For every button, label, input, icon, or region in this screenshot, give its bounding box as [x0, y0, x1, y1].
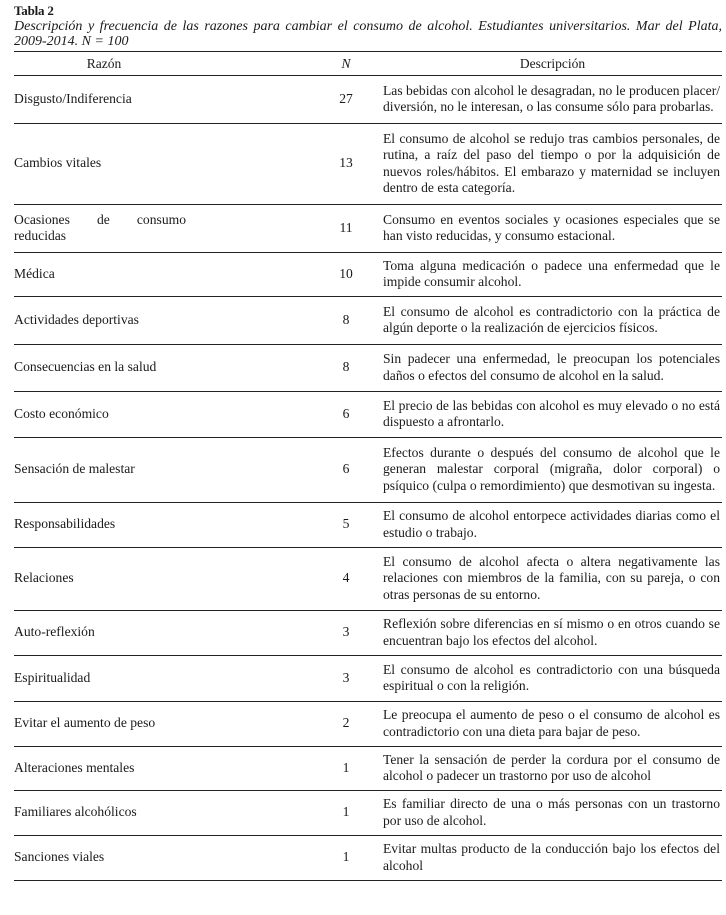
- reason-cell: Sanciones viales: [14, 836, 194, 881]
- n-cell: 2: [309, 702, 383, 747]
- table-row: [14, 702, 722, 747]
- reason-cell: Disgusto/Indiferencia: [14, 76, 194, 124]
- description-cell: Efectos durante o después del consumo de alcohol que le generan malestar corporal (migraña, dolor corporal) o psíquico (culpa o remordimiento) que desmotivan su ingesta.: [383, 438, 722, 503]
- header-description: Descripción: [383, 52, 722, 76]
- reason-cell: Responsabilidades: [14, 503, 194, 548]
- table-row: [14, 503, 722, 548]
- description-cell: Las bebidas con alcohol le desagradan, no le producen placer/ diversión, no le interesan, o las consume sólo para probarlas.: [383, 76, 722, 124]
- table-row: [14, 124, 722, 205]
- n-cell: 5: [309, 503, 383, 548]
- table-row: [14, 656, 722, 702]
- reason-cell: Evitar el aumento de peso: [14, 702, 194, 747]
- description-cell: El precio de las bebidas con alcohol es muy elevado o no está dispuesto a afrontarlo.: [383, 392, 722, 438]
- table-body: [14, 76, 722, 881]
- table-container: [14, 2, 722, 881]
- table-row: [14, 205, 722, 253]
- table-row: [14, 253, 722, 297]
- header-n: N: [309, 52, 383, 76]
- description-cell: El consumo de alcohol entorpece actividades diarias como el estudio o trabajo.: [383, 503, 722, 548]
- n-cell: 8: [309, 297, 383, 345]
- description-cell: Consumo en eventos sociales y ocasiones especiales que se han visto reducidas, y consumo estacional.: [383, 205, 722, 253]
- description-cell: El consumo de alcohol es contradictorio con la práctica de algún deporte o la realización de ejercicios físicos.: [383, 297, 722, 345]
- reasons-table: [14, 51, 722, 881]
- table-row: [14, 392, 722, 438]
- table-row: [14, 791, 722, 836]
- reason-cell: Consecuencias en la salud: [14, 345, 194, 392]
- description-cell: Toma alguna medicación o padece una enfermedad que le impide consumir alcohol.: [383, 253, 722, 297]
- table-caption: Descripción y frecuencia de las razones para cambiar el consumo de alcohol. Estudiantes universitarios. Mar del Plata, 2009-2014. N = 100: [14, 19, 722, 49]
- n-cell: 6: [309, 392, 383, 438]
- table-row: [14, 611, 722, 656]
- reason-cell: Familiares alcohólicos: [14, 791, 194, 836]
- n-cell: 13: [309, 124, 383, 205]
- table-row: [14, 747, 722, 791]
- description-cell: El consumo de alcohol afecta o altera negativamente las relaciones con miembros de la familia, con su pareja, o con otras personas de su entorno.: [383, 548, 722, 611]
- reason-cell: Actividades deportivas: [14, 297, 194, 345]
- reason-cell: Auto-reflexión: [14, 611, 194, 656]
- table-row: [14, 438, 722, 503]
- reason-cell: Médica: [14, 253, 194, 297]
- description-cell: Le preocupa el aumento de peso o el consumo de alcohol es contradictorio con una dieta para bajar de peso.: [383, 702, 722, 747]
- n-cell: 1: [309, 791, 383, 836]
- description-cell: Evitar multas producto de la conducción bajo los efectos del alcohol: [383, 836, 722, 881]
- n-cell: 1: [309, 747, 383, 791]
- reason-cell: Sensación de malestar: [14, 438, 194, 503]
- table-row: [14, 76, 722, 124]
- description-cell: Sin padecer una enfermedad, le preocupan los potenciales daños o efectos del consumo de alcohol en la salud.: [383, 345, 722, 392]
- n-cell: 8: [309, 345, 383, 392]
- reason-cell: Espiritualidad: [14, 656, 194, 702]
- n-cell: 11: [309, 205, 383, 253]
- n-cell: 27: [309, 76, 383, 124]
- reason-cell: Ocasiones de consumo reducidas: [14, 205, 194, 253]
- table-number: Tabla 2: [14, 3, 54, 18]
- n-cell: 3: [309, 611, 383, 656]
- n-cell: 1: [309, 836, 383, 881]
- header-row: [14, 52, 722, 76]
- reason-cell: Costo económico: [14, 392, 194, 438]
- header-reason: Razón: [14, 52, 194, 76]
- table-row: [14, 345, 722, 392]
- description-cell: Reflexión sobre diferencias en sí mismo o en otros cuando se encuentran bajo los efectos del alcohol.: [383, 611, 722, 656]
- table-row: [14, 836, 722, 881]
- reason-cell: Cambios vitales: [14, 124, 194, 205]
- reason-cell: Relaciones: [14, 548, 194, 611]
- table-row: [14, 297, 722, 345]
- n-cell: 3: [309, 656, 383, 702]
- description-cell: Tener la sensación de perder la cordura por el consumo de alcohol o padecer un trastorno por uso de alcohol: [383, 747, 722, 791]
- description-cell: El consumo de alcohol se redujo tras cambios personales, de rutina, a raíz del paso del tiempo o por la adquisición de nuevos roles/hábitos. El embarazo y maternidad se incluyen dentro de esta categoría.: [383, 124, 722, 205]
- n-cell: 6: [309, 438, 383, 503]
- table-row: [14, 548, 722, 611]
- description-cell: El consumo de alcohol es contradictorio con una búsqueda espiritual o con la religión.: [383, 656, 722, 702]
- header-spacer: [194, 52, 309, 76]
- n-cell: 10: [309, 253, 383, 297]
- description-cell: Es familiar directo de una o más personas con un trastorno por uso de alcohol.: [383, 791, 722, 836]
- reason-cell: Alteraciones mentales: [14, 747, 194, 791]
- n-cell: 4: [309, 548, 383, 611]
